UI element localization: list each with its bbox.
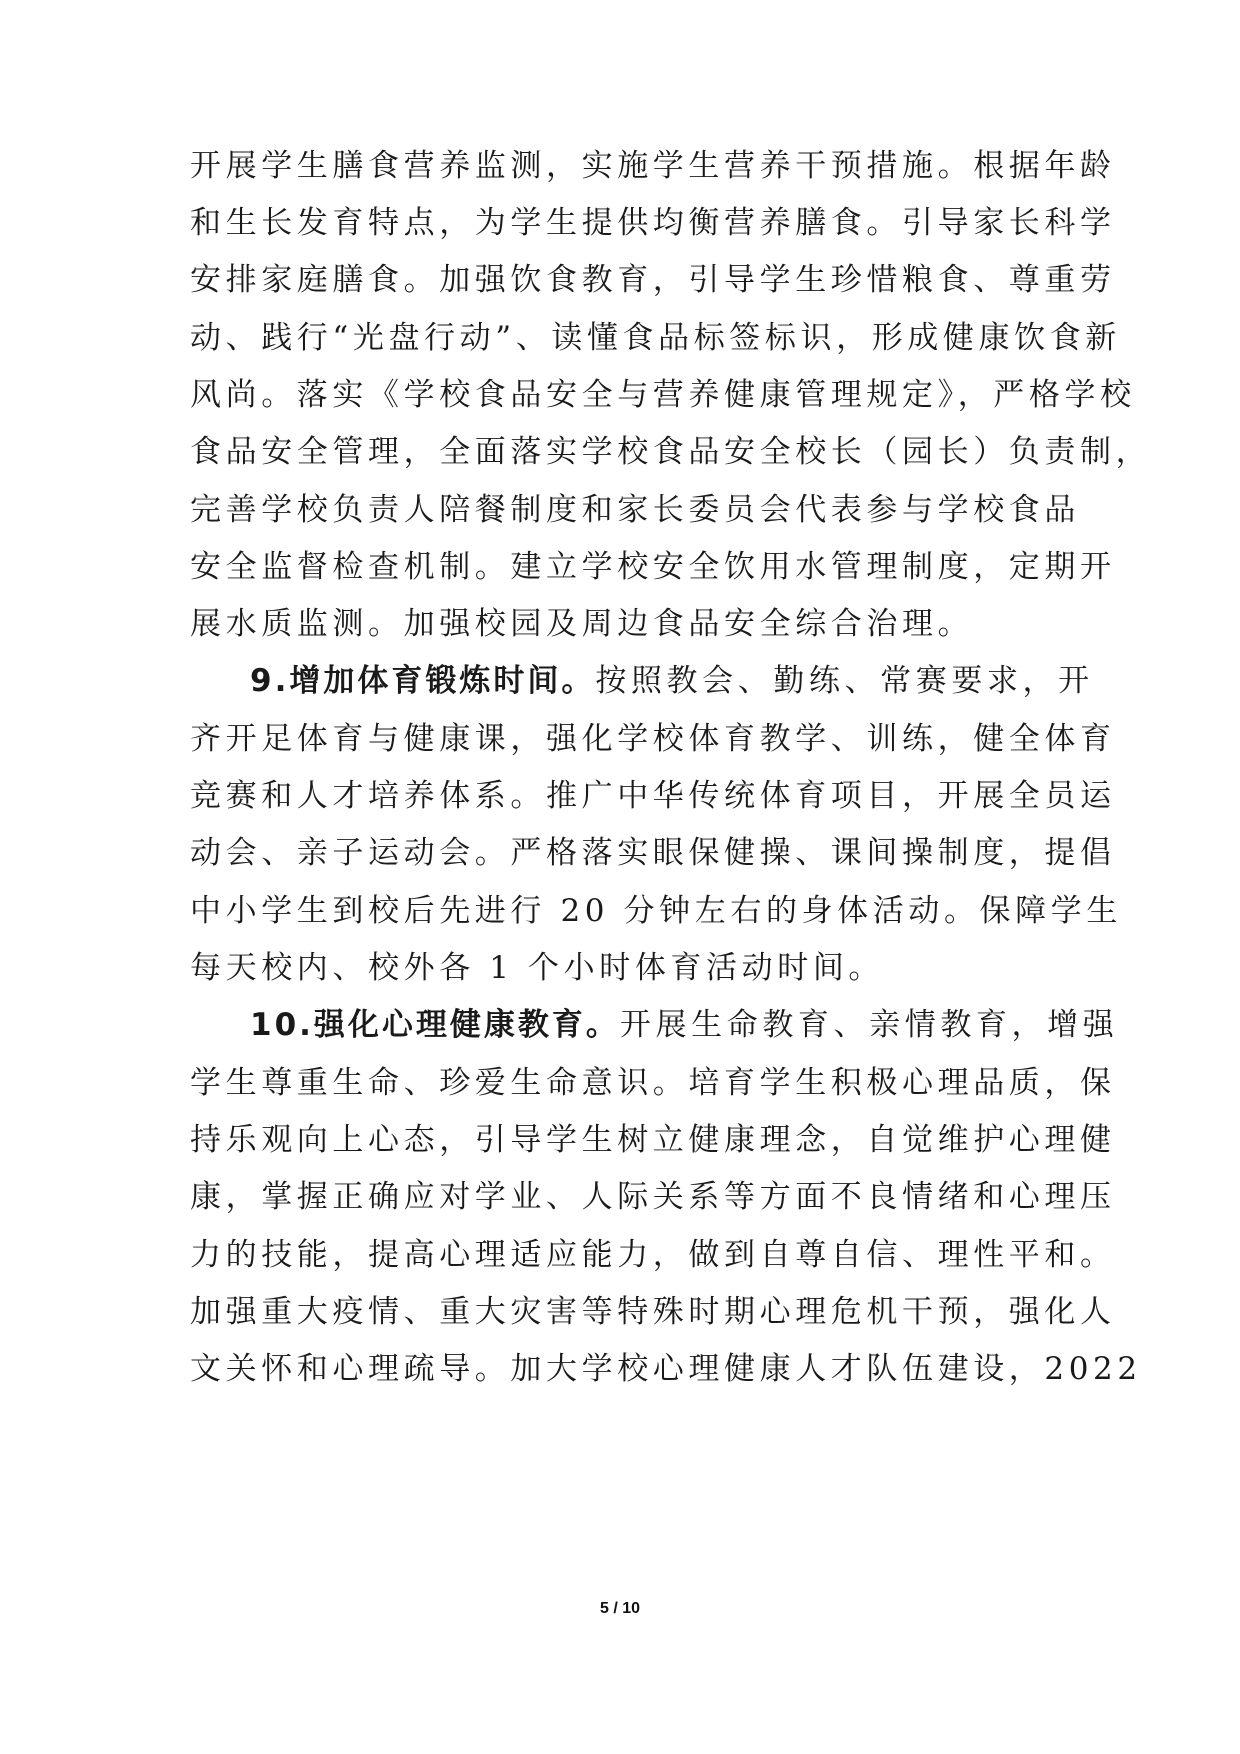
paragraph-line: 每天校内、校外各 1 个小时体育活动时间。 bbox=[190, 950, 885, 986]
paragraph-line: 安全监督检查机制。建立学校安全饮用水管理制度，定期开 bbox=[190, 549, 1116, 585]
paragraph-line: 安排家庭膳食。加强饮食教育，引导学生珍惜粮食、尊重劳 bbox=[190, 262, 1116, 298]
paragraph-line: 动、践行“光盘行动”、读懂食品标签标识，形成健康饮食新 bbox=[190, 320, 1121, 356]
section-9-heading: 9.增加体育锻炼时间。 bbox=[250, 663, 596, 699]
paragraph-line: 力的技能，提高心理适应能力，做到自尊自信、理性平和。 bbox=[190, 1237, 1116, 1273]
paragraph-line: 风尚。落实《学校食品安全与营养健康管理规定》，严格学校 bbox=[190, 377, 1136, 413]
paragraph-line: 动会、亲子运动会。严格落实眼保健操、课间操制度，提倡 bbox=[190, 835, 1116, 871]
section-10-first-line bbox=[250, 1005, 1119, 1045]
paragraph-line: 文关怀和心理疏导。加大学校心理健康人才队伍建设，2022 bbox=[190, 1351, 1142, 1387]
paragraph-line: 完善学校负责人陪餐制度和家长委员会代表参与学校食品 bbox=[190, 492, 1080, 528]
section-10-heading: 10.强化心理健康教育。 bbox=[250, 1007, 620, 1043]
paragraph-line: 食品安全管理，全面落实学校食品安全校长（园长）负责制， bbox=[190, 434, 1152, 470]
paragraph-line: 展水质监测。加强校园及周边食品安全综合治理。 bbox=[190, 606, 974, 642]
paragraph-line: 和生长发育特点，为学生提供均衡营养膳食。引导家长科学 bbox=[190, 205, 1116, 241]
paragraph-line: 加强重大疫情、重大灾害等特殊时期心理危机干预，强化人 bbox=[190, 1294, 1116, 1330]
section-10-intro-text: 开展生命教育、亲情教育，增强 bbox=[619, 1007, 1119, 1043]
paragraph-line: 康，掌握正确应对学业、人际关系等方面不良情绪和心理压 bbox=[190, 1179, 1116, 1215]
paragraph-line: 持乐观向上心态，引导学生树立健康理念，自觉维护心理健 bbox=[190, 1122, 1116, 1158]
paragraph-line: 中小学生到校后先进行 20 分钟左右的身体活动。保障学生 bbox=[190, 893, 1122, 929]
paragraph-line: 学生尊重生命、珍爱生命意识。培育学生积极心理品质，保 bbox=[190, 1065, 1116, 1101]
paragraph-line: 开展学生膳食营养监测，实施学生营养干预措施。根据年龄 bbox=[190, 148, 1116, 184]
section-9-first-line bbox=[250, 661, 1094, 701]
section-9-intro-text: 按照教会、勤练、常赛要求，开 bbox=[595, 663, 1094, 699]
paragraph-line: 齐开足体育与健康课，强化学校体育教学、训练，健全体育 bbox=[190, 721, 1116, 757]
page-number: 5 / 10 bbox=[599, 1600, 641, 1617]
paragraph-line: 竞赛和人才培养体系。推广中华传统体育项目，开展全员运 bbox=[190, 778, 1116, 814]
